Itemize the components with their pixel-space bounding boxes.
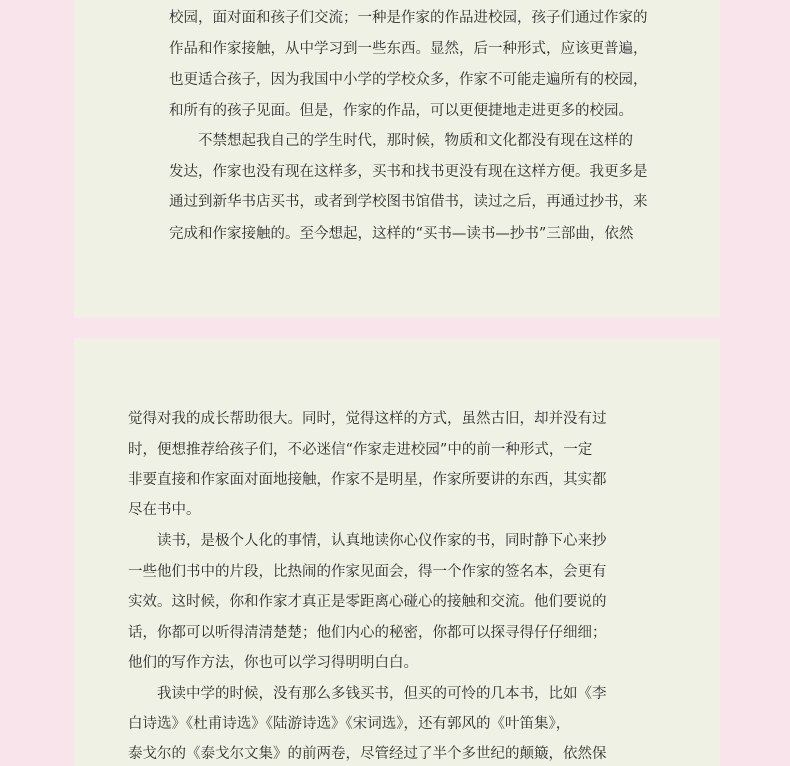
text-line: 泰戈尔的《泰戈尔文集》的前两卷，尽管经过了半个多世纪的颠簸，依然保	[128, 746, 607, 762]
text-line: 我读中学的时候，没有那么多钱买书，但买的可怜的几本书，比如《李	[128, 686, 607, 702]
text-line: 通过到新华书店买书，或者到学校图书馆借书，读过之后，再通过抄书，来	[169, 194, 648, 210]
text-line: 觉得对我的成长帮助很大。同时，觉得这样的方式，虽然古旧，却并没有过	[128, 411, 607, 427]
text-line: 完成和作家接触的。至今想起，这样的“买书—读书—抄书”三部曲，依然	[169, 226, 634, 242]
text-line: 话，你都可以听得清清楚楚；他们内心的秘密，你都可以探寻得仔仔细细；	[128, 625, 607, 641]
text-line: 不禁想起我自己的学生时代，那时候，物质和文化都没有现在这样的	[169, 133, 633, 149]
text-line: 非要直接和作家面对面地接触，作家不是明星，作家所要讲的东西，其实都	[128, 472, 607, 488]
text-line: 也更适合孩子，因为我国中小学的学校众多，作家不可能走遍所有的校园，	[169, 72, 648, 88]
text-line: 发达，作家也没有现在这样多，买书和找书更没有现在这样方便。我更多是	[169, 164, 648, 180]
text-line: 时，便想推荐给孩子们，不必迷信“作家走进校园”中的前一种形式，一定	[128, 442, 593, 458]
text-line: 他们的写作方法，你也可以学习得明明白白。	[128, 655, 418, 671]
text-line: 校园，面对面和孩子们交流；一种是作家的作品进校园，孩子们通过作家的	[169, 10, 648, 26]
text-line: 读书，是极个人化的事情，认真地读你心仪作家的书，同时静下心来抄	[128, 533, 607, 549]
page-bottom	[74, 338, 720, 766]
text-line: 作品和作家接触，从中学习到一些东西。显然，后一种形式，应该更普遍，	[169, 41, 648, 57]
text-line: 实效。这时候，你和作家才真正是零距离心碰心的接触和交流。他们要说的	[128, 594, 607, 610]
page-top	[74, 0, 720, 318]
text-line: 尽在书中。	[128, 502, 201, 518]
text-line: 白诗选》《杜甫诗选》《陆游诗选》《宋词选》，还有郭风的《叶笛集》，	[128, 716, 571, 732]
text-line: 一些他们书中的片段，比热闹的作家见面会，得一个作家的签名本，会更有	[128, 564, 607, 580]
text-line: 和所有的孩子见面。但是，作家的作品，可以更便捷地走进更多的校园。	[169, 103, 633, 119]
